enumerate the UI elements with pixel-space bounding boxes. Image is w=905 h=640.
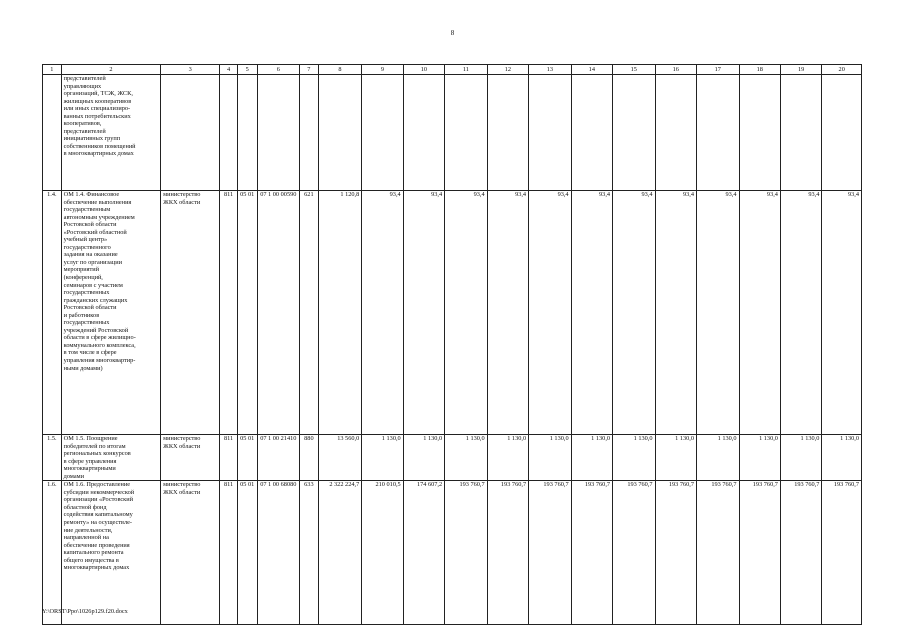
year-value [403,75,444,191]
executor [161,75,220,191]
year-value: 93,4 [822,191,862,435]
column-number: 14 [571,65,612,75]
year-value: 1 130,0 [613,435,656,481]
year-value [529,75,572,191]
year-value: 193 760,7 [529,481,572,625]
table-row [43,191,862,435]
column-number: 20 [822,65,862,75]
year-value: 1 130,0 [822,435,862,481]
year-value: 93,4 [445,191,488,435]
year-value [739,75,780,191]
csr-code [257,75,300,191]
year-value [655,75,696,191]
year-value: 93,4 [487,191,528,435]
year-value: 193 760,7 [697,481,740,625]
column-number: 7 [300,65,319,75]
year-value: 93,4 [780,191,821,435]
column-number: 5 [237,65,257,75]
row-id: 1.4. [43,191,62,435]
year-value: 93,4 [529,191,572,435]
row-id: 1.6. [43,481,62,625]
table-row [43,435,862,481]
table-row [43,75,862,191]
column-number: 11 [445,65,488,75]
year-value: 1 120,8 [318,191,362,435]
year-value: 93,4 [403,191,444,435]
executor: министерство ЖКХ области [161,435,220,481]
year-value: 193 760,7 [739,481,780,625]
rzpr-code: 05 01 [237,191,257,435]
year-value: 1 130,0 [571,435,612,481]
year-value [697,75,740,191]
year-value: 193 760,7 [780,481,821,625]
year-value: 1 130,0 [739,435,780,481]
grbs-code: 811 [220,481,238,625]
year-value: 93,4 [655,191,696,435]
row-id [43,75,62,191]
year-value [362,75,403,191]
year-value: 210 010,5 [362,481,403,625]
year-value: 93,4 [571,191,612,435]
column-number: 8 [318,65,362,75]
year-value: 1 130,0 [403,435,444,481]
year-value [318,75,362,191]
rzpr-code: 05 01 [237,481,257,625]
column-number: 15 [613,65,656,75]
vr-code: 621 [300,191,319,435]
row-id: 1.5. [43,435,62,481]
column-number: 10 [403,65,444,75]
column-number: 13 [529,65,572,75]
year-value: 1 130,0 [697,435,740,481]
measure-name: ОМ 1.4. Финансовое обеспечение выполнения государственным автономным учреждением Ростовской области «Ростовский областной учебный центр» государственного задания на оказание услуг по организации мероприятий (конференций, семинаров с участием государственных гражданских служащих Ростовской области и работников государственных учреждений Ростовской области в сфере жилищно- коммунального комплекса, в том числе в сфере управления многоквартир- ными домами) [61,191,161,435]
page-number: 8 [450,29,455,37]
column-number: 1 [43,65,62,75]
column-number: 9 [362,65,403,75]
csr-code: 07 1 00 00590 [257,191,300,435]
year-value [613,75,656,191]
column-number: 3 [161,65,220,75]
year-value: 193 760,7 [487,481,528,625]
year-value: 174 607,2 [403,481,444,625]
column-number: 19 [780,65,821,75]
year-value: 193 760,7 [613,481,656,625]
rzpr-code [237,75,257,191]
year-value: 93,4 [697,191,740,435]
grbs-code [220,75,238,191]
year-value [822,75,862,191]
year-value: 193 760,7 [571,481,612,625]
year-value: 1 130,0 [362,435,403,481]
year-value: 93,4 [362,191,403,435]
year-value: 93,4 [739,191,780,435]
csr-code: 07 1 00 21410 [257,435,300,481]
year-value: 1 130,0 [780,435,821,481]
year-value [487,75,528,191]
executor: министерство ЖКХ области [161,481,220,625]
measure-name: представителей управляющих организаций, ТСЖ, ЖСК, жилищных кооперативов или иных специализиро- ванных потребительских кооперативов, представителей инициативных групп собственников помещений в многоквартирных домах [61,75,161,191]
vr-code: 880 [300,435,319,481]
vr-code [300,75,319,191]
year-value: 1 130,0 [445,435,488,481]
program-table [42,64,862,625]
year-value: 2 322 224,7 [318,481,362,625]
column-number: 4 [220,65,238,75]
year-value [571,75,612,191]
year-value [780,75,821,191]
year-value: 13 560,0 [318,435,362,481]
column-number: 17 [697,65,740,75]
column-number: 16 [655,65,696,75]
year-value: 1 130,0 [529,435,572,481]
table-row [43,481,862,625]
vr-code: 633 [300,481,319,625]
year-value [445,75,488,191]
grbs-code: 811 [220,191,238,435]
year-value: 193 760,7 [655,481,696,625]
measure-name: ОМ 1.5. Поощрение победителей по итогам региональных конкурсов в сфере управления многоквартирными домами [61,435,161,481]
column-number: 12 [487,65,528,75]
year-value: 193 760,7 [822,481,862,625]
grbs-code: 811 [220,435,238,481]
year-value: 1 130,0 [655,435,696,481]
rzpr-code: 05 01 [237,435,257,481]
year-value: 93,4 [613,191,656,435]
column-number: 2 [61,65,161,75]
column-number-row [43,65,862,75]
footer-file-path: Y:\ORST\Ppo\1026p129.f20.docx [42,608,128,615]
year-value: 193 760,7 [445,481,488,625]
executor: министерство ЖКХ области [161,191,220,435]
year-value: 1 130,0 [487,435,528,481]
measure-name: ОМ 1.6. Предоставление субсидии некоммерческой организации «Ростовский областной фонд содействия капитальному ремонту» на осуществле- ние деятельности, направленной на обеспечение проведения капитального ремонта общего имущества в многоквартирных домах [61,481,161,625]
column-number: 18 [739,65,780,75]
column-number: 6 [257,65,300,75]
csr-code: 07 1 00 68080 [257,481,300,625]
